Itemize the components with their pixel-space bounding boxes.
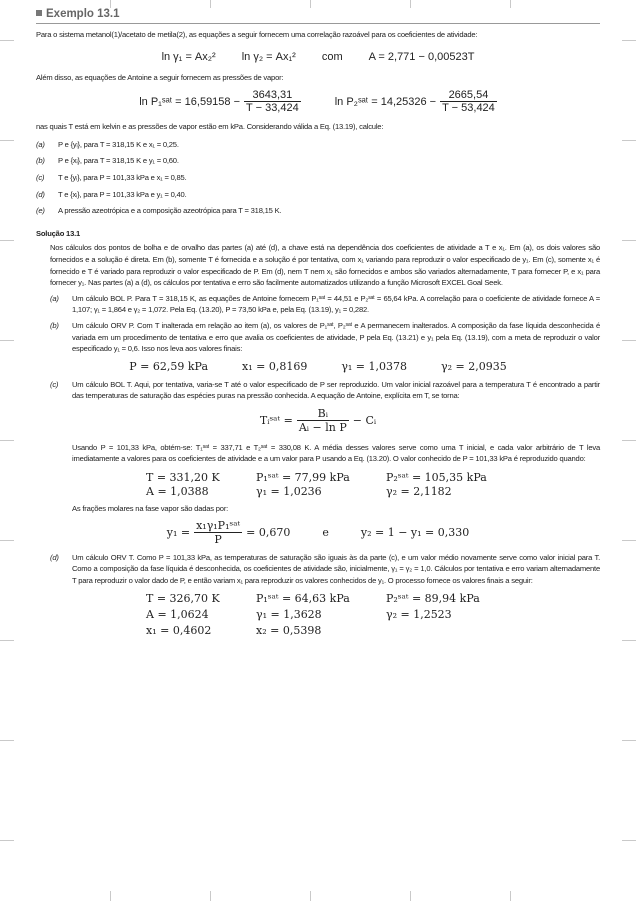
question-item [36, 205, 600, 217]
result-value: γ₂ = 2,1182 [386, 485, 452, 499]
result-value: γ₂ = 2,0935 [441, 359, 507, 373]
results-b [36, 360, 600, 373]
question-text: P e {xᵢ}, para T = 318,15 K e y₁ = 0,60. [58, 156, 179, 166]
antoine-eq-1-den: T − 33,424 [246, 102, 299, 115]
result-value: P₁ˢᵃᵗ = 64,63 kPa [256, 592, 350, 606]
result-value: x₁ = 0,8169 [242, 359, 308, 373]
part-c-label: (c) [50, 379, 59, 389]
solution-intro: Nos cálculos dos pontos de bolha e de orvalho das partes (a) até (d), a chave está na dependência dos coeficientes de atividade a T e x₁. Em (a), os dois valores são fornecidos e a solução é direta. Em (b), somente T é fornecida e a solução é por tentativa, com x₁ variando para reproduzir o valor especificado de y₁. Em (c), somente x₁ é fornecido e T é variado para reproduzir o valor especificado de P. Em (d), nem T nem x₁ são fornecidos e ambos são variados alternadamente, T para fornecer P, e x₁ para fornecer y₁. Nas partes (a) a (d), os cálculos por tentativa e erro são facilmente automatizados utilizando a função Microsoft EXCEL Goal Seek. [50, 243, 600, 288]
result-value: P₁ˢᵃᵗ = 77,99 kPa [256, 471, 350, 485]
eq-com: com [321, 50, 343, 63]
result-value: T = 331,20 K [146, 471, 220, 485]
results-c [146, 471, 600, 498]
result-value: A = 1,0624 [146, 608, 209, 622]
question-label: (d) [36, 189, 45, 199]
activity-coeff-equations [36, 51, 600, 63]
antoine-equations [36, 89, 600, 114]
part-a [50, 293, 600, 316]
part-d-label: (d) [50, 552, 59, 562]
question-text: A pressão azeotrópica e a composição azeotrópica para T = 318,15 K. [58, 206, 282, 216]
tsat-eq-fraction [297, 407, 349, 434]
result-value: T = 326,70 K [146, 592, 220, 606]
vapor-text: As frações molares na fase vapor são dadas por: [72, 504, 229, 514]
result-value: γ₁ = 1,0236 [256, 485, 322, 499]
example-title: Exemplo 13.1 [46, 8, 120, 20]
antoine-eq-2-left: ln P₂ˢᵃᵗ = 14,25326 − [334, 95, 437, 108]
part-c-text: Um cálculo BOL T. Aqui, por tentativa, varia-se T até o valor especificado de P ser reproduzido. Um valor inicial razoável para a temperatura T é encontrado a partir das temperaturas de saturação das espécies puras na pressão conhecida. A equação de Antoine, explícita em T, se torna: [72, 379, 600, 401]
part-a-label: (a) [50, 293, 59, 303]
part-b-label: (b) [50, 320, 59, 330]
question-item [36, 172, 600, 184]
square-bullet-icon [36, 10, 42, 16]
question-text: T e {yᵢ}, para P = 101,33 kPa e x₁ = 0,85. [58, 172, 187, 182]
result-value: x₂ = 0,5398 [256, 624, 322, 638]
question-item [36, 155, 600, 167]
result-value: γ₁ = 1,0378 [341, 359, 408, 373]
results-d [146, 592, 600, 637]
result-value: P₂ˢᵃᵗ = 105,35 kPa [386, 471, 487, 485]
question-text: T e {xᵢ}, para P = 101,33 kPa e y₁ = 0,40. [58, 189, 187, 199]
part-d [50, 552, 600, 587]
part-c [50, 379, 600, 402]
question-label: (e) [36, 206, 45, 216]
y1-eq-right: = 0,670 [246, 525, 291, 539]
intro-text: Para o sistema metanol(1)/acetato de metila(2), as equações a seguir fornecem uma correlação razoável para os coeficientes de atividade: [36, 30, 478, 39]
result-value: P = 62,59 kPa [129, 359, 209, 373]
y1-eq-left: y₁ = [166, 525, 191, 539]
question-item [36, 189, 600, 201]
question-label: (a) [36, 139, 45, 149]
y1-eq-and: e [322, 525, 329, 539]
result-value: γ₂ = 1,2523 [386, 608, 452, 622]
tsat-equation [36, 407, 600, 434]
y1-eq-den: P [194, 532, 242, 546]
question-item [36, 139, 600, 151]
solution-title: Solução 13.1 [36, 228, 81, 238]
result-value: P₂ˢᵃᵗ = 89,94 kPa [386, 592, 480, 606]
part-d-text: Um cálculo ORV T. Como P = 101,33 kPa, as temperaturas de saturação são iguais às da parte (c), e um valor médio novamente serve como valor inicial para T. Como a composição da fase líquida é desconhecida, os coeficientes de atividade são, inicialmente, γ₁ = γ₂ = 1,0. Cálculos por tentativa e erro variam alternadamente T para reproduzir o valor dado de P, e então variam x₁ para reproduzir os valores conhecidos de y₁. O processo fornece os valores finais a seguir: [72, 552, 600, 585]
y1-equation [36, 519, 600, 546]
part-b [50, 320, 600, 355]
tsat-eq-left: Tᵢˢᵃᵗ = [259, 413, 293, 427]
antoine-eq-2 [335, 89, 497, 114]
eq-ln-gamma1: ln γ₁ = Ax₂² [161, 50, 216, 63]
tsat-eq-den: Aᵢ − ln P [298, 420, 347, 434]
y1-eq-num: x₁γ₁P₁ˢᵃᵗ [196, 518, 241, 532]
question-label: (c) [36, 172, 45, 182]
antoine-intro-text: Além disso, as equações de Antoine a seguir fornecem as pressões de vapor: [36, 72, 284, 82]
question-list [36, 139, 600, 217]
antoine-eq-1 [139, 89, 301, 114]
antoine-eq-2-den: T − 53,424 [442, 102, 495, 115]
part-a-text: Um cálculo BOL P. Para T = 318,15 K, as equações de Antoine fornecem P₁ˢᵃᵗ = 44,51 e P₂ˢᵃᵗ = 65,64 kPa. A correlação para o coeficiente de atividade fornece A = 1,107; γ₁ = 1,864 e γ₂ = 1,072. Pela Eq. (13.20), P = 73,50 kPa e, pela Eq. (13.19), y₁ = 0,282. [72, 293, 600, 315]
units-text: nas quais T está em kelvin e as pressões de vapor estão em kPa. Considerando válida a Eq. (13.19), calcule: [36, 122, 384, 132]
y2-eq: y₂ = 1 − y₁ = 0,330 [360, 525, 470, 539]
question-label: (b) [36, 156, 45, 166]
tsat-eq-num: Bᵢ [317, 406, 328, 420]
antoine-eq-2-num: 2665,54 [448, 89, 489, 102]
eq-A: A = 2,771 − 0,00523T [368, 50, 475, 63]
antoine-eq-1-fraction [244, 89, 301, 114]
result-value: x₁ = 0,4602 [146, 624, 212, 638]
antoine-eq-1-num: 3643,31 [252, 89, 293, 102]
using-text: Usando P = 101,33 kPa, obtém-se: T₁ˢᵃᵗ = 337,71 e T₂ˢᵃᵗ = 330,08 K. A média desses valores serve como uma T inicial, e cada valor arbitrário de T leva imediatamente a valores para os coeficientes de atividade e a um valor para P usando a Eq. (13.20). O valor conhecido de P = 101,33 kPa é reproduzido quando: [72, 442, 600, 464]
part-b-text: Um cálculo ORV P. Com T inalterada em relação ao item (a), os valores de P₁ˢᵃᵗ, P₂ˢᵃᵗ e A permanecem inalterados. A composição da fase líquida desconhecida é variada em um procedimento de tentativa e erro que avalia os coeficientes de atividade, P pela Eq. (13.21) e y₁ pela Eq. (13.19), com a meta de reproduzir o valor especificado y₁ = 0,6. Isso nos leva aos valores finais: [72, 320, 600, 354]
result-value: A = 1,0388 [146, 485, 209, 499]
result-value: γ₁ = 1,3628 [256, 608, 322, 622]
tsat-eq-right: − Cᵢ [352, 413, 377, 427]
eq-ln-gamma2: ln γ₂ = Ax₁² [241, 50, 296, 63]
example-header [36, 8, 600, 24]
antoine-eq-2-fraction [440, 89, 497, 114]
y1-eq-fraction [194, 519, 242, 546]
antoine-eq-1-left: ln P₁ˢᵃᵗ = 16,59158 − [139, 95, 241, 108]
question-text: P e {yᵢ}, para T = 318,15 K e x₁ = 0,25. [58, 139, 179, 149]
page-content [36, 8, 600, 637]
